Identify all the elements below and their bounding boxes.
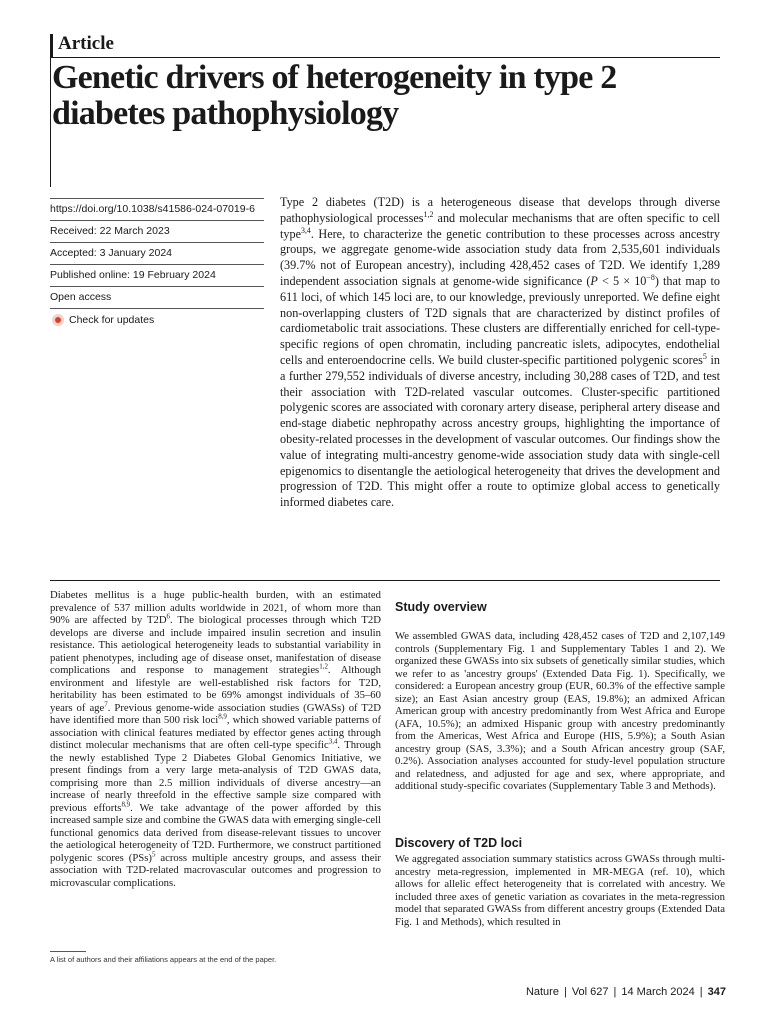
- open-access-label: Open access: [50, 287, 264, 309]
- study-overview-paragraph: We assembled GWAS data, including 428,452 cases of T2D and 2,107,149 controls (Supplementary Fig. 1 and Supplementary Tables 1 and 2). We organized these GWASs into six subsets of genetically similar studies, which we refer to as 'ancestry groups' (Extended Data Fig. 1). Specifically, we considered: a European ancestry group (EUR, 60.3% of the effective sample size); an East Asian ancestry group (EAS, 19.8%); an admixed African American group with ancestry predominantly from West Africa and Europe (AFA, 10.5%); an admixed Hispanic group with ancestry predominantly from the Americas, West Africa and Europe (HIS, 5.9%); a South Asian ancestry group (SAS, 3.3%); and a South African ancestry group (SAF, 0.2%). Association analyses accounted for study-level population structure and relatedness, and adjusted for age and sex, where appropriate, and additional study-specific covariates (Supplementary Table 3 and Methods).: [395, 630, 725, 792]
- check-updates-label: Check for updates: [69, 313, 155, 326]
- article-title: Genetic drivers of heterogeneity in type 2 diabetes pathophysiology: [52, 59, 617, 132]
- check-updates-icon: [52, 314, 64, 326]
- accepted-date: Accepted: 3 January 2024: [50, 243, 264, 265]
- page-footer: Nature | Vol 627 | 14 March 2024 | 347: [525, 986, 726, 998]
- article-metadata: [50, 198, 264, 330]
- published-date: Published online: 19 February 2024: [50, 265, 264, 287]
- check-updates-link[interactable]: [50, 309, 264, 330]
- title-side-rule: [50, 57, 51, 187]
- study-overview-heading: Study overview: [395, 600, 487, 614]
- article-type-label: Article: [58, 33, 114, 54]
- abstract: Type 2 diabetes (T2D) is a heterogeneous disease that develops through diverse pathophysiological processes$^{1,2}$ and molecular mechanisms that are often specific to cell type$^{3,4}$. Here, to characterize the genetic contribution to these processes across ancestry groups, we aggregate genome-wide association study data from 2,535,601 individuals (39.7% not of European ancestry), including 428,452 cases of T2D. We identify 1,289 independent association signals at genome-wide significance $(P < 5 \times 10^{-8})$ that map to 611 loci, of which 145 loci are, to our knowledge, previously unreported. We define eight non-overlapping clusters of T2D signals that are characterized by distinct profiles of cardiometabolic trait associations. These clusters are differentially enriched for cell-type-specific regions of open chromatin, including pancreatic islets, adipocytes, endothelial cells and enteroendocrine cells. We build cluster-specific partitioned polygenic scores$^5$ in a further 279,552 individuals of diverse ancestry, including 30,288 cases of T2D, and test their association with T2D-related vascular outcomes. Cluster-specific partitioned polygenic scores are associated with coronary artery disease, peripheral artery disease and end-stage diabetic nephropathy across ancestry groups, highlighting the importance of obesity-related processes in the development of vascular outcomes. Our findings show the value of integrating multi-ancestry genome-wide association study data with single-cell epigenomics to disentangle the aetiological heterogeneity that drives the development and progression of T2D. This might offer a route to optimize global access to genetically informed diabetes care.: [280, 195, 721, 510]
- page-number: 347: [707, 986, 726, 998]
- issue-date: 14 March 2024: [621, 986, 695, 998]
- top-rule: [50, 57, 720, 58]
- received-date: Received: 22 March 2023: [50, 221, 264, 243]
- footnote-rule: [50, 951, 86, 952]
- journal-name: Nature: [525, 986, 559, 998]
- author-footnote: A list of authors and their affiliations appears at the end of the paper.: [50, 955, 277, 964]
- discovery-paragraph: We aggregated association summary statistics across GWASs through multi-ancestry meta-regression, implemented in MR-MEGA (ref. 10), which allows for allelic effect heterogeneity that is correlated with ancestry. We included three axes of genetic variation as covariates in the meta-regression model that separated GWASs from different ancestry groups (Extended Data Fig. 1 and Methods), which resulted in: [395, 853, 725, 928]
- article-type-bar: [50, 34, 53, 58]
- section-rule: [50, 580, 720, 581]
- journal-volume: Vol 627: [571, 986, 609, 998]
- discovery-heading: Discovery of T2D loci: [395, 836, 523, 850]
- doi-link[interactable]: https://doi.org/10.1038/s41586-024-07019-6: [50, 198, 264, 221]
- intro-paragraph: Diabetes mellitus is a huge public-health burden, with an estimated prevalence of 537 million adults worldwide in 2021, of whom more than 90% are affected by $T2D^6$. The biological processes through which T2D develops are diverse and include impaired insulin secretion and insulin resistance. This aetiological heterogeneity leads to substantial variability in patient phenotypes, including age of disease onset, manifestation of disease complications and response to management strategies$^{1,2}$. Although environment and lifestyle are well-established risk factors for T2D, heritability has been estimated to be 69% amongst individuals of 35–60 years of age$^7$. Previous genome-wide association studies (GWASs) of T2D have identified more than 500 risk loci$^{8,9}$, which showed variable patterns of association with clinical features mediated by effector genes acting through distinct molecular mechanisms that are often cell-type specific$^{3,4}$. Through the newly established Type 2 Diabetes Global Genomics Initiative, we present findings from a very large meta-analysis of T2D GWAS data, comprising more than 2.5 million individuals of diverse ancestry—an increase of nearly threefold in the effective sample size compared with previous efforts$^{8,9}$. We take advantage of the power afforded by this increased sample size and combine the GWAS data with emerging single-cell functional genomics data derived from disease-relevant tissues to uncover the aetiological heterogeneity of T2D. Furthermore, we construct partitioned polygenic scores (PSs)$^5$ across multiple ancestry groups, and assess their association with T2D-related macrovascular outcomes and progression to microvascular complications.: [50, 589, 382, 889]
